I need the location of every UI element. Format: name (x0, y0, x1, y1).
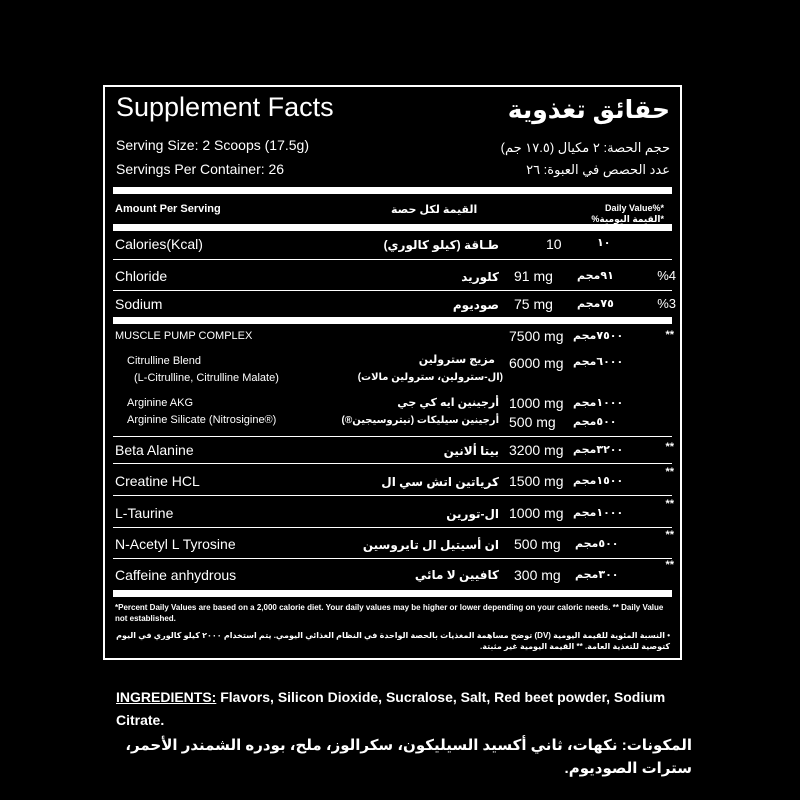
caffeine-label: Caffeine anhydrous (115, 567, 237, 583)
sodium-dv: %3 (657, 296, 676, 311)
beta-alanine-label-ar: بيتا ألانين (443, 444, 499, 458)
tyrosine-amount-ar: ٥٠٠مجم (575, 538, 619, 550)
tyrosine-label: N-Acetyl L Tyrosine (115, 536, 236, 552)
amount-header-en: Amount Per Serving (115, 203, 221, 215)
caffeine-amount: 300 mg (514, 567, 561, 583)
caffeine-label-ar: كافيين لا مائي (414, 568, 499, 582)
caffeine-dv: ** (665, 559, 674, 571)
thick-divider (113, 317, 672, 324)
thick-divider (113, 590, 672, 597)
dv-header-en: Daily Value%* (604, 203, 664, 213)
beta-alanine-amount: 3200 mg (509, 442, 564, 458)
ingredients-ar: المكونات: نكهات، ثاني أكسيد السيليكون، سكرالوز، ملح، بودره الشمندر الأحمر، سترات الصوديوم. (125, 737, 692, 777)
citrulline-label-ar: مزيج سترولين (418, 354, 495, 366)
tyrosine-dv: ** (665, 529, 674, 541)
taurine-label-ar: ال-تورين (446, 507, 499, 521)
chloride-amount-ar: ٩١مجم (577, 270, 614, 282)
row-divider (113, 463, 672, 464)
arginine-silicate-label-ar: أرجينين سيليكات (نيتروسيجين®) (341, 415, 499, 426)
calories-label: Calories(Kcal) (115, 236, 203, 252)
creatine-amount: 1500 mg (509, 473, 564, 489)
ingredients-text-en: Flavors, Silicon Dioxide, Sucralose, Salt, Red beet powder, Sodium Citrate. (116, 689, 666, 728)
row-divider (113, 259, 672, 260)
citrulline-amount-ar: ٦٠٠٠مجم (573, 356, 624, 368)
creatine-label-ar: كرياتين اتش سي ال (381, 475, 499, 489)
citrulline-amount: 6000 mg (509, 355, 564, 371)
ingredients-en (116, 686, 692, 732)
creatine-dv: ** (665, 466, 674, 478)
tyrosine-label-ar: ان أسيتيل ال تايروسين (362, 538, 499, 552)
servings-per-container-en: Servings Per Container: 26 (116, 161, 285, 177)
arginine-akg-amount: 1000 mg (509, 395, 564, 411)
row-divider (113, 436, 672, 437)
supplement-facts-panel (103, 85, 682, 660)
muscle-pump-dv: ** (665, 329, 674, 341)
citrulline-sub-label-ar: (ال-سترولين، سترولين مالات) (357, 372, 503, 383)
calories-amount: 10 (546, 236, 562, 252)
sodium-label: Sodium (115, 296, 163, 312)
creatine-label: Creatine HCL (115, 473, 200, 489)
serving-size-en: Serving Size: 2 Scoops (17.5g) (116, 137, 309, 153)
title-en: Supplement Facts (116, 92, 334, 122)
row-divider (113, 495, 672, 496)
arginine-akg-amount-ar: ١٠٠٠مجم (573, 397, 624, 409)
arginine-silicate-amount-ar: ٥٠٠مجم (573, 416, 617, 428)
sodium-amount-ar: ٧٥مجم (577, 298, 614, 310)
creatine-amount-ar: ١٥٠٠مجم (573, 475, 624, 487)
chloride-label-ar: كلوريد (461, 270, 499, 284)
thick-divider (113, 187, 672, 194)
tyrosine-amount: 500 mg (514, 536, 561, 552)
beta-alanine-label: Beta Alanine (115, 442, 194, 458)
arginine-akg-label: Arginine AKG (127, 397, 194, 409)
row-divider (113, 290, 672, 291)
taurine-amount-ar: ١٠٠٠مجم (573, 507, 624, 519)
beta-alanine-dv: ** (665, 441, 674, 453)
caffeine-amount-ar: ٣٠٠مجم (575, 569, 619, 581)
calories-amount-ar: ١٠ (597, 237, 611, 249)
row-divider (113, 527, 672, 528)
dv-header-ar: *القيمة اليومية% (591, 214, 664, 224)
muscle-pump-label: MUSCLE PUMP COMPLEX (115, 330, 253, 342)
row-divider (113, 558, 672, 559)
taurine-dv: ** (665, 498, 674, 510)
footnote-en: *Percent Daily Values are based on a 2,000 calorie diet. Your daily values may be higher or lower depending on your caloric needs. ** Daily Value not established. (115, 603, 664, 623)
citrulline-label: Citrulline Blend (127, 355, 201, 367)
chloride-label: Chloride (115, 268, 168, 284)
serving-size-ar: حجم الحصة: ٢ مكيال (١٧.٥ جم) (500, 140, 670, 155)
chloride-amount: 91 mg (514, 268, 553, 284)
title-ar: حقائق تغذوية (507, 96, 670, 124)
daily-value-header (591, 203, 664, 225)
amount-header-ar: القيمة لكل حصة (391, 204, 478, 216)
servings-per-container-ar: عدد الحصص في العبوة: ٢٦ (526, 162, 670, 177)
citrulline-sub-label: (L-Citrulline, Citrulline Malate) (134, 372, 279, 384)
sodium-label-ar: صوديوم (452, 298, 499, 312)
beta-alanine-amount-ar: ٣٢٠٠مجم (573, 444, 624, 456)
arginine-silicate-label: Arginine Silicate (Nitrosigine®) (127, 414, 277, 426)
calories-label-ar: طـاقة (كيلو كالوري) (383, 238, 499, 252)
taurine-amount: 1000 mg (509, 505, 564, 521)
ingredients-label-en: INGREDIENTS: (116, 689, 217, 705)
muscle-pump-amount: 7500 mg (509, 328, 564, 344)
arginine-silicate-amount: 500 mg (509, 414, 556, 430)
arginine-akg-label-ar: أرجينين ايه كي جي (397, 397, 499, 409)
taurine-label: L-Taurine (115, 505, 174, 521)
sodium-amount: 75 mg (514, 296, 553, 312)
footnote-ar: • النسبة المئوية للقيمة اليومية (DV) توضح مساهمة المغذيات بالحصة الواحدة في النظام الغذائي اليومي. يتم استخدام ٢٠٠٠ كيلو كالوري في اليوم كتوصية للتغذية العامة. ** القيمة اليومية غير مثبتة. (116, 631, 670, 651)
chloride-dv: %4 (657, 268, 676, 283)
muscle-pump-amount-ar: ٧٥٠٠مجم (573, 330, 624, 342)
thick-divider (113, 224, 672, 231)
